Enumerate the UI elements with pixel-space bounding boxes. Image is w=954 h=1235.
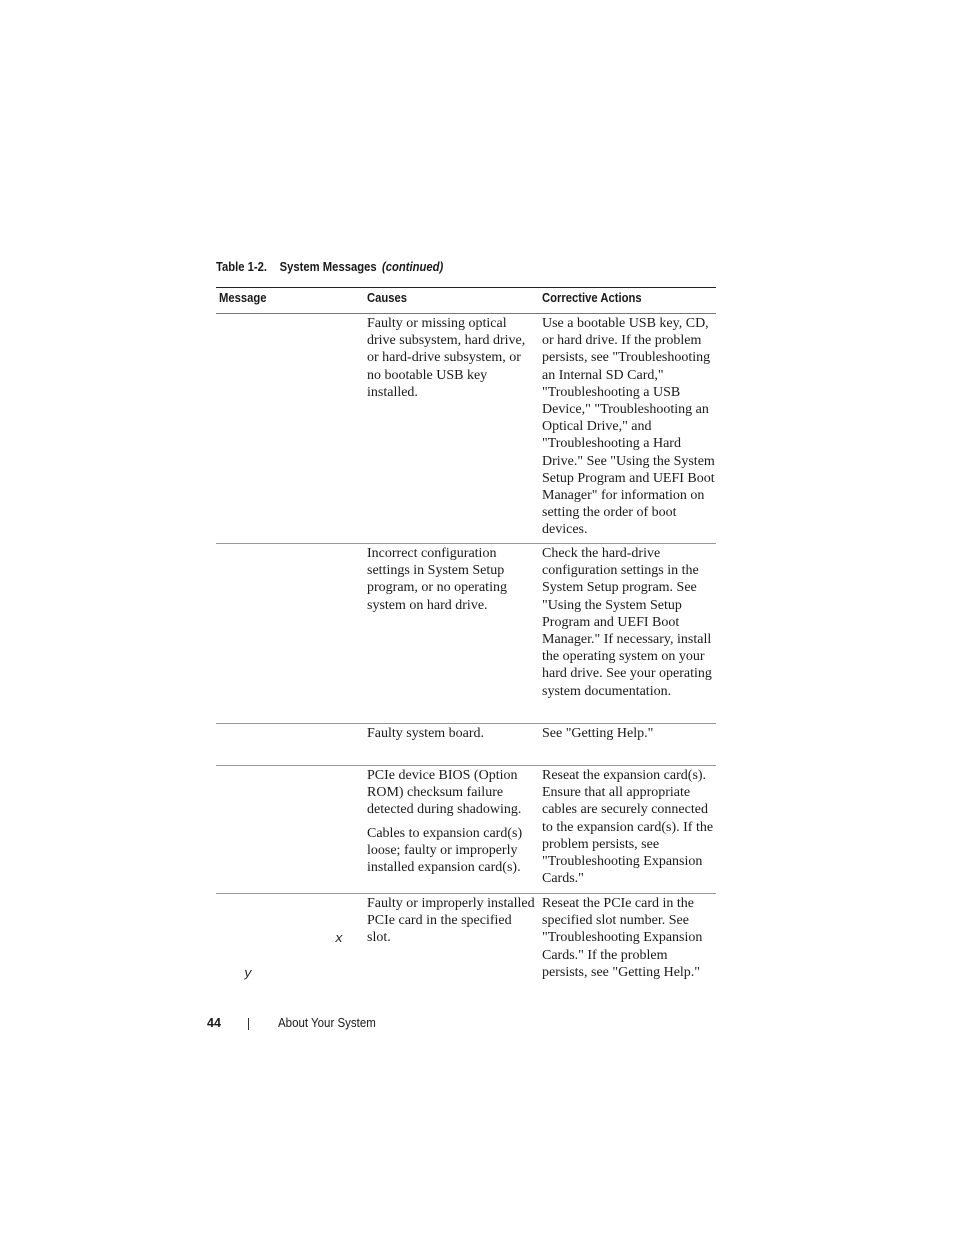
table-continued-note: (continued) bbox=[381, 260, 444, 274]
table-title: System Messages bbox=[279, 260, 377, 274]
cause-text: Faulty system board. bbox=[367, 726, 485, 741]
causes-cell bbox=[367, 724, 535, 748]
table-header-row bbox=[216, 288, 716, 314]
page-number: 44 bbox=[207, 1016, 221, 1030]
system-messages-table bbox=[216, 287, 716, 984]
section-title: About Your System bbox=[278, 1016, 376, 1030]
action-cell: Check the hard-drive configuration settings in the System Setup program. See "Using the System Setup Program and UEFI Boot Manager." If necessary, install the operating system on your hard drive. See your operating system documentation. bbox=[542, 546, 712, 699]
message-slot-variable: x bbox=[335, 931, 343, 946]
header-causes: Causes bbox=[367, 291, 408, 305]
page-footer bbox=[0, 1016, 954, 1036]
cause-text: Incorrect configuration settings in System Setup program, or no operating system on hard drive. bbox=[367, 546, 507, 613]
footer-divider bbox=[248, 1018, 249, 1030]
table-number: Table 1-2. bbox=[216, 260, 268, 274]
causes-cell bbox=[367, 766, 535, 882]
table-row bbox=[216, 894, 716, 984]
action-cell: Reseat the expansion card(s). Ensure that all appropriate cables are securely connected to the expansion card(s). If the problem persists, see "Troubleshooting Expansion Cards." bbox=[542, 768, 714, 887]
table-caption bbox=[216, 260, 443, 274]
causes-cell bbox=[367, 544, 535, 620]
causes-cell bbox=[367, 894, 535, 953]
cause-text: Faulty or improperly installed PCIe card in the specified slot. bbox=[367, 896, 535, 946]
action-cell: Reseat the PCIe card in the specified slot number. See "Troubleshooting Expansion Cards." If the problem persists, see "Getting Help." bbox=[542, 896, 703, 980]
table-row bbox=[216, 544, 716, 724]
table-row bbox=[216, 766, 716, 894]
message-error-variable: y bbox=[244, 966, 252, 981]
table-row bbox=[216, 724, 716, 766]
cause-text: PCIe device BIOS (Option ROM) checksum failure detected during shadowing. bbox=[367, 768, 522, 818]
header-message: Message bbox=[219, 291, 267, 305]
table-row bbox=[216, 314, 716, 544]
cause-text: Cables to expansion card(s) loose; faulty or improperly installed expansion card(s). bbox=[367, 825, 523, 876]
cause-text: Faulty or missing optical drive subsystem, hard drive, or hard-drive subsystem, or no bootable USB key installed. bbox=[367, 316, 526, 400]
action-cell: Use a bootable USB key, CD, or hard drive. If the problem persists, see "Troubleshooting an Internal SD Card," "Troubleshooting a USB Device," "Troubleshooting an Optical Drive," and "Troubleshooting a Hard Drive." See "Using the System Setup Program and UEFI Boot Manager" for information on setting the order of boot devices. bbox=[542, 316, 715, 538]
action-cell: See "Getting Help." bbox=[542, 726, 654, 741]
header-corrective-actions: Corrective Actions bbox=[542, 291, 642, 305]
causes-cell bbox=[367, 314, 535, 407]
